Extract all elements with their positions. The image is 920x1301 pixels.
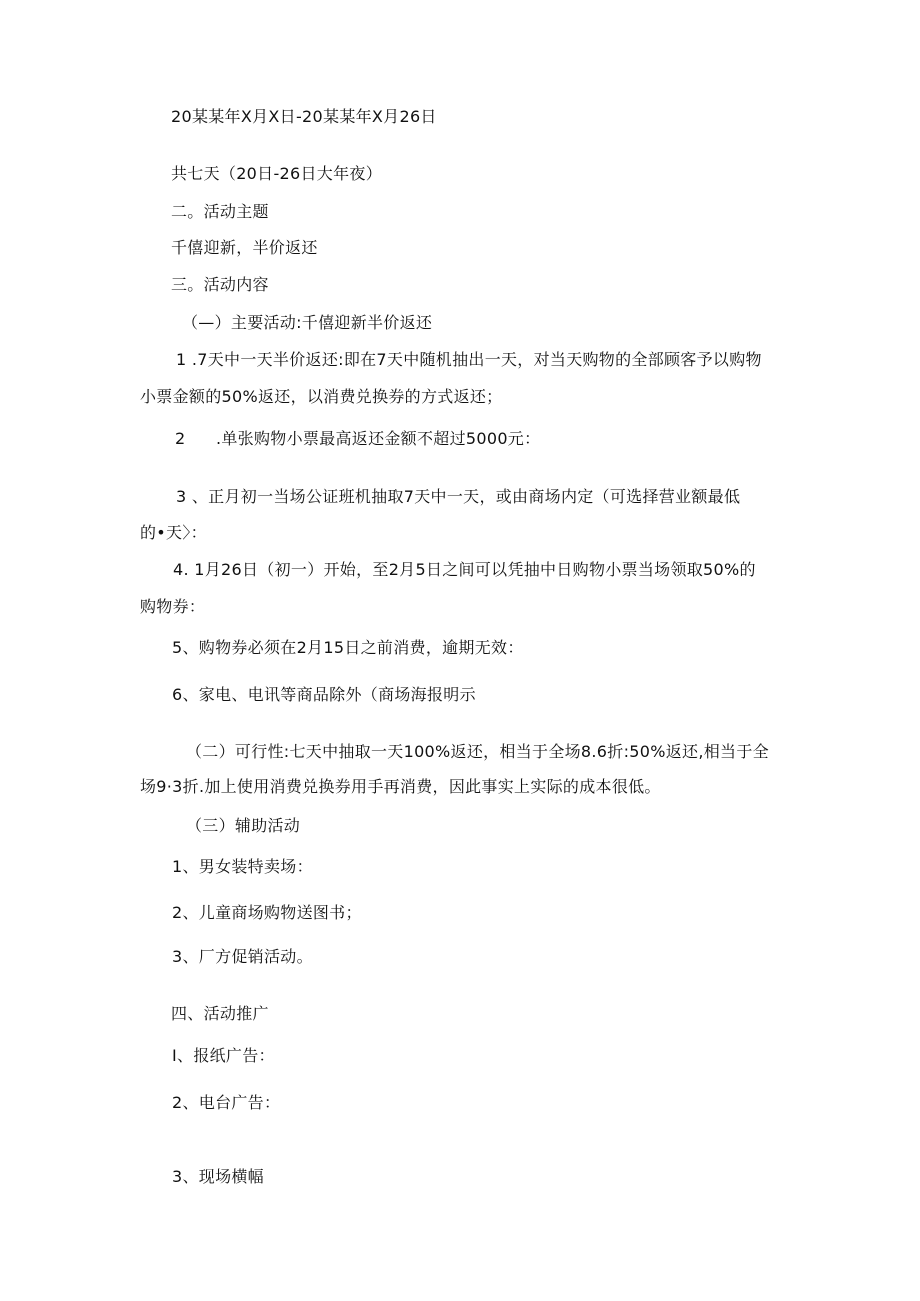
promo-item-2: 2、电台广告： bbox=[172, 1093, 281, 1112]
feasibility-line-2: 场9·3折.加上使用消费兑换券用手再消费，因此事实上实际的成本很低。 bbox=[140, 777, 661, 796]
feasibility-line-1: （二）可行性:七天中抽取一天100%返还，相当于全场8.6折:50%返还,相当于全 bbox=[186, 742, 769, 761]
main-activity-heading: （—）主要活动:千僖迎新半价返还 bbox=[182, 313, 433, 332]
item-3-line-2: 的•天〉： bbox=[140, 523, 207, 542]
item-2-number: 2 bbox=[175, 429, 186, 448]
item-1-line-1: 1 .7天中一天半价返还:即在7天中随机抽出一天，对当天购物的全部顾客予以购物 bbox=[176, 350, 762, 369]
promo-item-1: I、报纸广告： bbox=[172, 1046, 275, 1065]
item-4-line-2: 购物券： bbox=[140, 597, 206, 616]
theme-text: 千僖迎新，半价返还 bbox=[171, 238, 318, 257]
aux-item-2: 2、儿童商场购物送图书； bbox=[172, 903, 362, 922]
aux-item-3: 3、厂方促销活动。 bbox=[172, 947, 313, 966]
section-heading-content: 三。活动内容 bbox=[171, 275, 269, 294]
aux-item-1: 1、男女装特卖场： bbox=[172, 857, 313, 876]
item-1-line-2: 小票金额的50%返还，以消费兑换券的方式返还； bbox=[140, 387, 503, 406]
promo-item-3: 3、现场横幅 bbox=[172, 1167, 264, 1186]
date-range: 20某某年X月X日-20某某年X月26日 bbox=[171, 107, 437, 126]
item-3-line-1: 3 、正月初一当场公证班机抽取7天中一天，或由商场内定（可选择营业额最低 bbox=[176, 487, 741, 506]
item-5: 5、购物券必须在2月15日之前消费，逾期无效： bbox=[172, 638, 524, 657]
item-2-text: .单张购物小票最高返还金额不超过5000元： bbox=[216, 429, 541, 448]
item-6: 6、家电、电讯等商品除外（商场海报明示 bbox=[172, 685, 476, 704]
section-heading-promotion: 四、活动推广 bbox=[171, 1004, 269, 1023]
section-heading-theme: 二。活动主题 bbox=[171, 202, 269, 221]
aux-activity-heading: （三）辅助活动 bbox=[186, 816, 301, 835]
item-4-line-1: 4. 1月26日（初一）开始，至2月5日之间可以凭抽中日购物小票当场领取50%的 bbox=[173, 560, 756, 579]
duration: 共七天（20日-26日大年夜） bbox=[171, 164, 382, 183]
